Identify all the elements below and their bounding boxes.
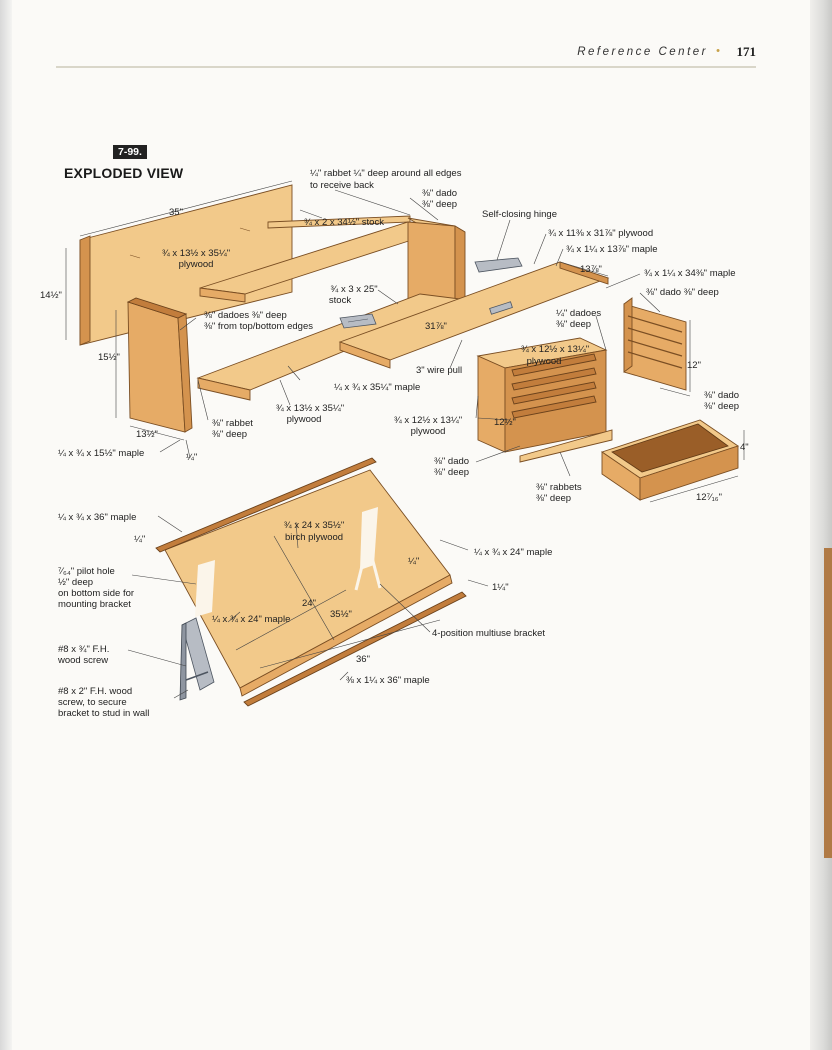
label-dim-quarter-b: ¼" [134,534,146,545]
label-maple-24-left: ¼ x ¾ x 24" maple [212,614,291,625]
label-dadoes-quarter-2: ⅜" deep [556,319,592,330]
label-self-closing-hinge: Self-closing hinge [482,209,557,220]
label-dim-quarter-c: ¼" [408,556,420,567]
label-maple-15: ¼ x ¾ x 15½" maple [58,448,145,459]
label-dadoes-edges-2: ⅜" from top/bottom edges [204,321,313,332]
label-rabbet-side-2: ⅜" deep [212,429,248,440]
label-dim-12: 12" [687,360,701,371]
left-upright [128,298,192,432]
label-dim-35: 35" [169,207,183,218]
label-dado-top-2: ⅜" deep [422,199,458,210]
drawer [602,420,738,500]
label-dado-right: ⅜" dado [704,390,740,401]
label-back-plywood-2: plywood [178,259,214,270]
label-pilot-hole-4: mounting bracket [58,599,131,610]
label-shelf-plywood: ¾ x 13½ x 35¼" [275,403,345,414]
label-pilot-hole-2: ½" deep [58,577,94,588]
label-back-plywood: ¾ x 13½ x 35¼" [161,248,231,259]
label-dado-side: ⅜" dado ⅜" deep [646,287,719,298]
label-maple-36-top: ¼ x ¾ x 36" maple [58,512,137,523]
label-pilot-hole: ⁷⁄₆₄" pilot hole [58,566,115,577]
label-rabbets-bottom: ⅜" rabbets [536,482,582,493]
label-maple-35: ¼ x ¾ x 35¼" maple [334,382,421,393]
label-screw-8-2-2: screw, to secure [58,697,127,708]
label-rabbet-back-2: to receive back [310,180,374,191]
label-dado-bottom-2: ⅜" deep [434,467,470,478]
label-rabbet-side: ⅜" rabbet [212,418,253,429]
label-dim-15-5: 15½" [98,352,120,363]
label-screw-8-2-3: bracket to stud in wall [58,708,150,719]
label-dim-35-5: 35½" [330,609,352,620]
label-maple-34: ¾ x 1¼ x 34⅜" maple [644,268,736,279]
label-lid-plywood: ¾ x 11⅜ x 31⅞" plywood [548,228,654,239]
label-dado-top: ⅜" dado [422,188,458,199]
label-rabbet-back: ¼" rabbet ¼" deep around all edges [310,168,462,179]
label-dim-24: 24" [302,598,316,609]
figure-number-badge: 7-99. [113,145,147,159]
label-birch-plywood-2: birch plywood [284,532,344,543]
label-maple-36-bottom: ⅜ x 1¼ x 36" maple [346,675,430,686]
label-dado-right-2: ⅜" deep [704,401,740,412]
label-dim-12-5: 12½" [494,417,516,428]
label-stock-3: ¾ x 3 x 25" [330,284,378,295]
figure-title: EXPLODED VIEW [64,165,184,181]
label-cab-plywood-2: plywood [526,356,562,367]
label-pilot-hole-3: on bottom side for [58,588,135,599]
label-dim-13-5: 13½" [136,429,158,440]
label-dadoes-edges: ⅜" dadoes ⅜" deep [204,310,287,321]
label-dim-1-25: 1¼" [492,582,509,593]
label-multiuse-bracket: 4-position multiuse bracket [432,628,545,639]
label-dim-14-5: 14½" [40,290,62,301]
label-dadoes-quarter: ¼" dadoes [556,308,602,319]
label-dim-4: 4" [740,442,749,453]
label-cab-plywood: ¾ x 12½ x 13¼" [520,344,590,355]
label-birch-plywood: ¾ x 24 x 35½" [283,520,345,531]
label-dim-13-7-8: 13⅞" [580,264,602,275]
slotted-side-panel [624,298,686,390]
label-shelf-plywood-2: plywood [286,414,322,425]
label-screw-8-2: #8 x 2" F.H. wood [58,686,133,697]
label-screw-8-3-4-2: wood screw [58,655,109,666]
label-maple-24-right: ¼ x ¾ x 24" maple [474,547,553,558]
label-stock-3-2: stock [328,295,352,306]
page-number: 171 [736,44,756,59]
label-dado-bottom: ⅜" dado [434,456,470,467]
label-stock-2: ¾ x 2 x 34½" stock [304,217,384,228]
label-dim-31-7-8: 31⅞" [425,321,447,332]
label-wire-pull: 3" wire pull [416,365,463,376]
label-dim-12-7-16: 12⁷⁄₁₆" [696,492,722,503]
label-dim-36: 36" [356,654,370,665]
running-header-bullet: • [716,45,720,57]
label-lid-maple: ¾ x 1¼ x 13⅞" maple [566,244,658,255]
label-side-plywood: ¾ x 12½ x 13¼" [393,415,463,426]
label-screw-8-3-4: #8 x ¾" F.H. [58,644,110,655]
label-dim-quarter-a: ¼" [186,452,198,463]
label-rabbets-bottom-2: ⅜" deep [536,493,572,504]
label-side-plywood-2: plywood [410,426,446,437]
running-header-title: Reference Center [577,46,708,58]
